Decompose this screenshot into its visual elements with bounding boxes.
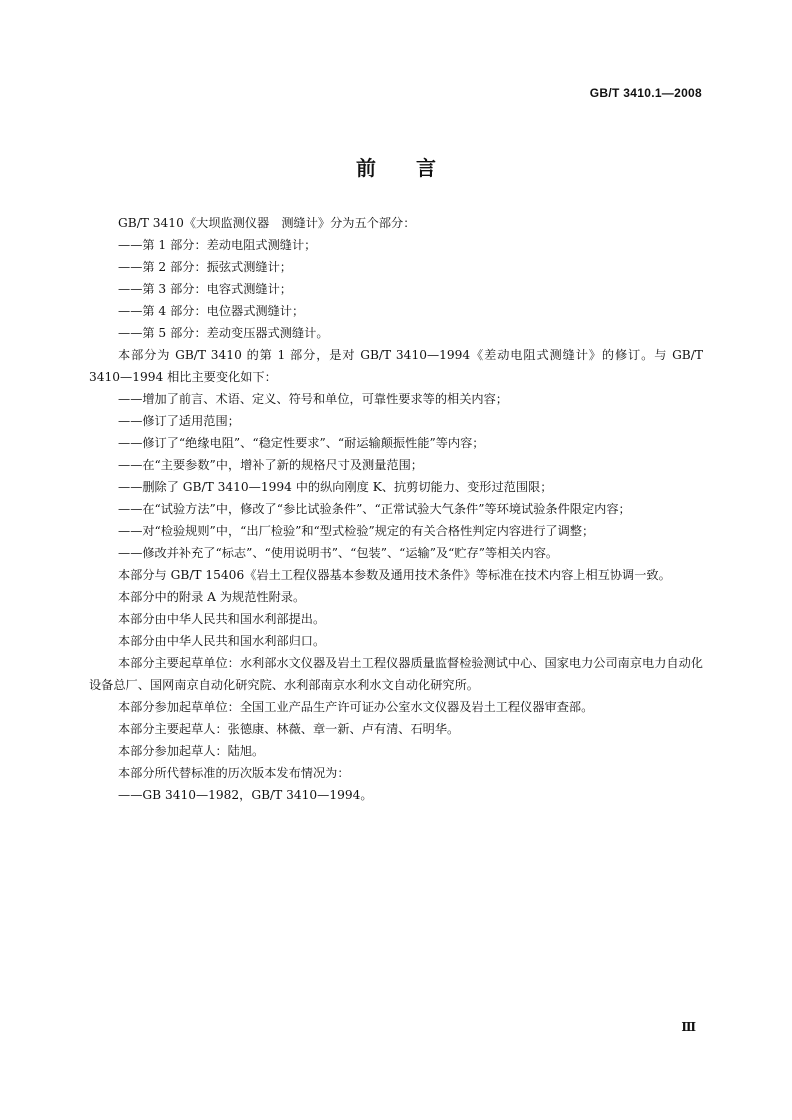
- paragraph-participating-drafters: 本部分参加起草人：陆旭。: [118, 744, 265, 758]
- paragraph-main-drafting-units: 本部分主要起草单位：水利部水文仪器及岩土工程仪器质量监督检验测试中心、国家电力公司南京电力自动化设备总厂、国网南京自动化研究院、水利部南京水利水文自动化研究所。: [89, 656, 703, 692]
- list-item-change-2: ——修订了适用范围；: [118, 414, 240, 428]
- paragraph-main-drafters: 本部分主要起草人：张德康、林薇、章一新、卢有清、石明华。: [118, 722, 460, 736]
- page-number: Ⅲ: [681, 1020, 696, 1034]
- paragraph-participating-units: 本部分参加起草单位：全国工业产品生产许可证办公室水文仪器及岩土工程仪器审查部。: [118, 700, 594, 714]
- paragraph-coordination: 本部分与 GB/T 15406《岩土工程仪器基本参数及通用技术条件》等标准在技术内容上相互协调一致。: [118, 568, 671, 582]
- list-item-change-5: ——删除了 GB/T 3410—1994 中的纵向刚度 K、抗剪切能力、变形过范围限；: [118, 480, 553, 494]
- list-item-part-4: ——第 4 部分：电位器式测缝计；: [118, 304, 305, 318]
- paragraph-proposed-by: 本部分由中华人民共和国水利部提出。: [118, 612, 326, 626]
- paragraph-parts-intro: GB/T 3410《大坝监测仪器 测缝计》分为五个部分：: [118, 216, 416, 230]
- foreword-body: [89, 212, 707, 806]
- list-item-part-2: ——第 2 部分：振弦式测缝计；: [118, 260, 292, 274]
- paragraph-history-intro: 本部分所代替标准的历次版本发布情况为：: [118, 766, 350, 780]
- list-item-part-5: ——第 5 部分：差动变压器式测缝计。: [118, 326, 329, 340]
- paragraph-centralized-by: 本部分由中华人民共和国水利部归口。: [118, 634, 326, 648]
- paragraph-revision-intro: 本部分为 GB/T 3410 的第 1 部分，是对 GB/T 3410—1994《差动电阻式测缝计》的修订。与 GB/T 3410—1994 相比主要变化如下：: [89, 348, 707, 384]
- page-title: 前言: [356, 156, 476, 180]
- list-item-change-4: ——在“主要参数”中，增补了新的规格尺寸及测量范围；: [118, 458, 423, 472]
- list-item-change-1: ——增加了前言、术语、定义、符号和单位，可靠性要求等的相关内容；: [118, 392, 508, 406]
- paragraph-annex: 本部分中的附录 A 为规范性附录。: [118, 590, 306, 604]
- list-item-part-3: ——第 3 部分：电容式测缝计；: [118, 282, 292, 296]
- list-item-change-6: ——在“试验方法”中，修改了“参比试验条件”、“正常试验大气条件”等环境试验条件限定内容；: [118, 502, 631, 516]
- list-item-change-3: ——修订了“绝缘电阻”、“稳定性要求”、“耐运输颠振性能”等内容；: [118, 436, 485, 450]
- list-item-history: ——GB 3410—1982，GB/T 3410—1994。: [118, 788, 373, 802]
- list-item-change-7: ——对“检验规则”中，“出厂检验”和“型式检验”规定的有关合格性判定内容进行了调整；: [118, 524, 595, 538]
- standard-code: GB/T 3410.1—2008: [589, 86, 702, 100]
- list-item-change-8: ——修改并补充了“标志”、“使用说明书”、“包装”、“运输”及“贮存”等相关内容。: [118, 546, 559, 560]
- list-item-part-1: ——第 1 部分：差动电阻式测缝计；: [118, 238, 317, 252]
